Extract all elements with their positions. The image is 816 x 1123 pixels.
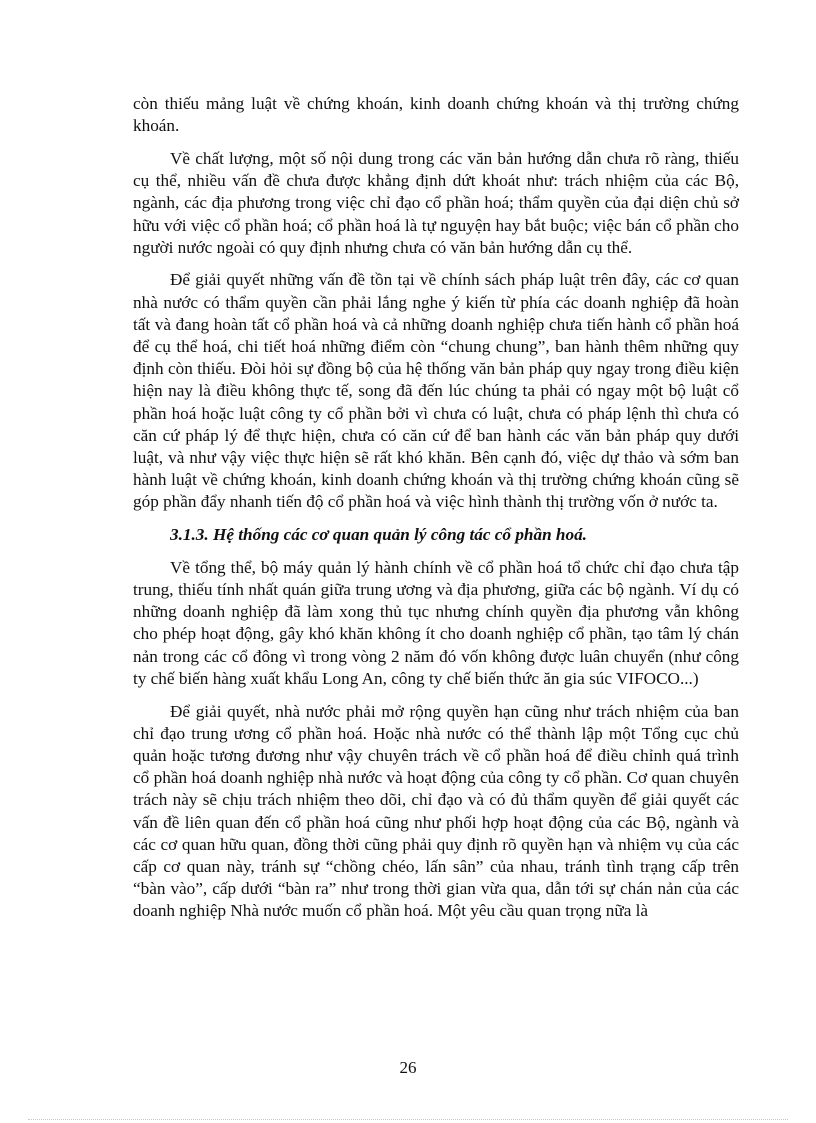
paragraph-overview: Về tổng thể, bộ máy quản lý hành chính về cổ phần hoá tổ chức chỉ đạo chưa tập trung, thiếu tính nhất quán giữa trung ương và địa phương, giữa các bộ ngành. Ví dụ có những doanh nghiệp đã làm xong thủ tục nhưng chính quyền địa phương vẫn không cho phép hoạt động, gây khó khăn không ít cho doanh nghiệp cổ phần, tạo tâm lý chán nản trong các cổ đông vì trong vòng 2 năm đó vốn không được luân chuyển (như công ty chế biến hàng xuất khẩu Long An, công ty chế biến thức ăn gia súc VIFOCO...) <box>133 557 739 688</box>
paragraph-continued: còn thiếu mảng luật về chứng khoán, kinh doanh chứng khoán và thị trường chứng khoán. <box>133 94 739 136</box>
page-number: 26 <box>399 1058 417 1077</box>
page-bottom-divider <box>28 1119 788 1120</box>
body-text <box>133 93 739 933</box>
section-heading: 3.1.3. Hệ thống các cơ quan quản lý công tác cổ phần hoá. <box>170 525 587 545</box>
paragraph-resolution: Để giải quyết, nhà nước phải mở rộng quyền hạn cũng như trách nhiệm của ban chỉ đạo trung ương cổ phần hoá. Hoặc nhà nước có thể thành lập một Tổng cục chủ quản hoặc tương đương như vậy chuyên trách về cổ phần hoá để điều chỉnh quá trình cổ phần hoá doanh nghiệp nhà nước và hoạt động của công ty cổ phần. Cơ quan chuyên trách này sẽ chịu trách nhiệm theo dõi, chỉ đạo và có đủ thẩm quyền để giải quyết các vấn đề liên quan đến cổ phần hoá cũng như phối hợp hoạt động của các Bộ, ngành và các cơ quan hữu quan, đồng thời cũng phải quy định rõ quyền hạn và nhiệm vụ của các cấp cơ quan này, tránh sự “chồng chéo, lấn sân” của nhau, tránh tình trạng cấp trên “bàn vào”, cấp dưới “bàn ra” như trong thời gian vừa qua, dẫn tới sự chán nản của các doanh nghiệp Nhà nước muốn cổ phần hoá. Một yêu cầu quan trọng nữa là <box>133 701 739 921</box>
paragraph-solution: Để giải quyết những vấn đề tồn tại về chính sách pháp luật trên đây, các cơ quan nhà nước có thẩm quyền cần phải lắng nghe ý kiến từ phía các doanh nghiệp đã hoàn tất và đang hoàn tất cổ phần hoá và cả những doanh nghiệp chưa tiến hành cổ phần hoá để cụ thể hoá, chi tiết hoá những điểm còn “chung chung”, ban hành thêm những quy định còn thiếu. Đòi hỏi sự đồng bộ của hệ thống văn bản pháp quy ngay trong điều kiện hiện nay là điều không thực tế, song đã đến lúc chúng ta phải có ngay một bộ luật cổ phần hoá hoặc luật công ty cổ phần bởi vì chưa có luật, chưa có pháp lệnh thì chưa có căn cứ pháp lý để thực hiện, chưa có căn cứ để ban hành các văn bản pháp quy dưới luật, và như vậy việc thực hiện sẽ rất khó khăn. Bên cạnh đó, việc dự thảo và sớm ban hành luật về chứng khoán, kinh doanh chứng khoán và thị trường chứng khoán cũng sẽ góp phần đẩy nhanh tiến độ cổ phần hoá và việc hình thành thị trường vốn ở nước ta. <box>133 270 739 512</box>
paragraph-quality: Về chất lượng, một số nội dung trong các văn bản hướng dẫn chưa rõ ràng, thiếu cụ thể, nhiều vấn đề chưa được khẳng định dứt khoát như: trách nhiệm của các Bộ, ngành, các địa phương trong việc chỉ đạo cổ phần hoá; thẩm quyền của đại diện chủ sở hữu với việc cổ phần hoá; cổ phần hoá là tự nguyện hay bắt buộc; việc bán cổ phần cho người nước ngoài có quy định nhưng chưa có văn bản hướng dẫn cụ thể. <box>133 148 739 257</box>
